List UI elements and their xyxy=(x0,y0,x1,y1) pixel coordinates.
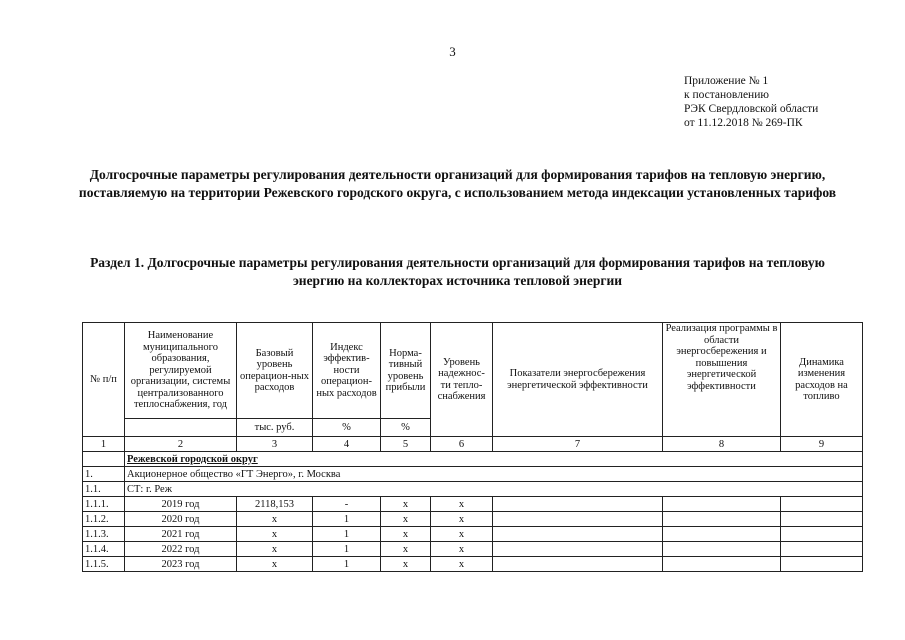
row-value: 1 xyxy=(313,512,381,527)
row-value: х xyxy=(237,512,313,527)
header-cell: Показатели энергосбережения энергетической эффективности xyxy=(493,323,663,437)
numbering-cell: 7 xyxy=(493,437,663,452)
row-number: 1.1.4. xyxy=(83,542,125,557)
numbering-cell: 5 xyxy=(381,437,431,452)
numbering-cell: 9 xyxy=(781,437,863,452)
header-cell: Динамика изменения расходов на топливо xyxy=(781,323,863,437)
header-cell: Наименование муниципального образования, регулируемой организации, системы централизованного теплоснабжения, год xyxy=(125,323,237,419)
group-row xyxy=(83,452,863,467)
header-cell: Реализация программы в области энергосбережения и повышения энергетической эффективности xyxy=(663,323,781,437)
row-empty xyxy=(781,557,863,572)
row-empty xyxy=(781,542,863,557)
page-number: 3 xyxy=(449,44,456,59)
row-empty xyxy=(663,512,781,527)
row-value: х xyxy=(431,497,493,512)
row-year: 2020 год xyxy=(125,512,237,527)
row-empty xyxy=(663,542,781,557)
row-value: х xyxy=(381,497,431,512)
group-name: Режевской городской округ xyxy=(125,452,863,467)
row-value: х xyxy=(237,527,313,542)
header-cell: Индекс эффектив-ности операцион-ных расходов xyxy=(313,323,381,419)
row-empty xyxy=(663,497,781,512)
numbering-row xyxy=(83,437,863,452)
row-empty xyxy=(781,512,863,527)
row-number: 1. xyxy=(83,467,125,482)
row-empty xyxy=(493,512,663,527)
numbering-cell: 4 xyxy=(313,437,381,452)
row-empty xyxy=(781,527,863,542)
parameters-table xyxy=(82,322,863,572)
row-year: 2022 год xyxy=(125,542,237,557)
row-number: 1.1. xyxy=(83,482,125,497)
row-value: х xyxy=(237,542,313,557)
header-cell: Базовый уровень операцион-ных расходов xyxy=(237,323,313,419)
row-empty xyxy=(493,497,663,512)
row-number: 1.1.3. xyxy=(83,527,125,542)
row-value: - xyxy=(313,497,381,512)
units-cell: тыс. руб. xyxy=(237,419,313,437)
header-row xyxy=(83,323,863,419)
table-row xyxy=(83,512,863,527)
appendix-line: РЭК Свердловской области xyxy=(684,103,819,115)
document-title: Долгосрочные параметры регулирования деятельности организаций для формирования тарифов на тепловую энергию, поставляемую на территории Режевского городского округа, с использованием метода индексации установленных тарифов xyxy=(78,167,837,200)
row-empty xyxy=(493,527,663,542)
units-cell: % xyxy=(313,419,381,437)
table-row xyxy=(83,497,863,512)
group-num-cell xyxy=(83,452,125,467)
row-value: 1 xyxy=(313,557,381,572)
row-year: 2023 год xyxy=(125,557,237,572)
row-value: х xyxy=(237,557,313,572)
section-title: Раздел 1. Долгосрочные параметры регулирования деятельности организаций для формирования тарифов на тепловую энергию на коллекторах источника тепловой энергии xyxy=(90,255,825,288)
system-name: СТ: г. Реж xyxy=(125,482,863,497)
units-cell xyxy=(125,419,237,437)
row-empty xyxy=(663,557,781,572)
table-row xyxy=(83,557,863,572)
table-row xyxy=(83,542,863,557)
row-value: 1 xyxy=(313,542,381,557)
row-empty xyxy=(663,527,781,542)
row-value: х xyxy=(381,542,431,557)
row-value: х xyxy=(431,557,493,572)
header-cell: Норма-тивный уровень прибыли xyxy=(381,323,431,419)
row-empty xyxy=(493,557,663,572)
row-year: 2019 год xyxy=(125,497,237,512)
numbering-cell: 6 xyxy=(431,437,493,452)
row-year: 2021 год xyxy=(125,527,237,542)
numbering-cell: 8 xyxy=(663,437,781,452)
row-number: 1.1.5. xyxy=(83,557,125,572)
row-value: х xyxy=(381,557,431,572)
table-row xyxy=(83,527,863,542)
appendix-line: от 11.12.2018 № 269-ПК xyxy=(684,117,803,129)
row-number: 1.1.2. xyxy=(83,512,125,527)
row-value: х xyxy=(381,527,431,542)
header-cell: Уровень надежнос-ти тепло-снабжения xyxy=(431,323,493,437)
appendix-line: к постановлению xyxy=(684,89,769,101)
org-row xyxy=(83,467,863,482)
numbering-cell: 2 xyxy=(125,437,237,452)
header-cell: № п/п xyxy=(83,323,125,437)
appendix-block xyxy=(684,74,818,130)
row-number: 1.1.1. xyxy=(83,497,125,512)
numbering-cell: 3 xyxy=(237,437,313,452)
row-value: 2118,153 xyxy=(237,497,313,512)
row-value: х xyxy=(431,542,493,557)
system-row xyxy=(83,482,863,497)
row-value: х xyxy=(431,527,493,542)
org-name: Акционерное общество «ГТ Энерго», г. Москва xyxy=(125,467,863,482)
appendix-line: Приложение № 1 xyxy=(684,75,769,87)
row-empty xyxy=(781,497,863,512)
units-cell: % xyxy=(381,419,431,437)
numbering-cell: 1 xyxy=(83,437,125,452)
row-value: х xyxy=(431,512,493,527)
row-empty xyxy=(493,542,663,557)
row-value: х xyxy=(381,512,431,527)
row-value: 1 xyxy=(313,527,381,542)
